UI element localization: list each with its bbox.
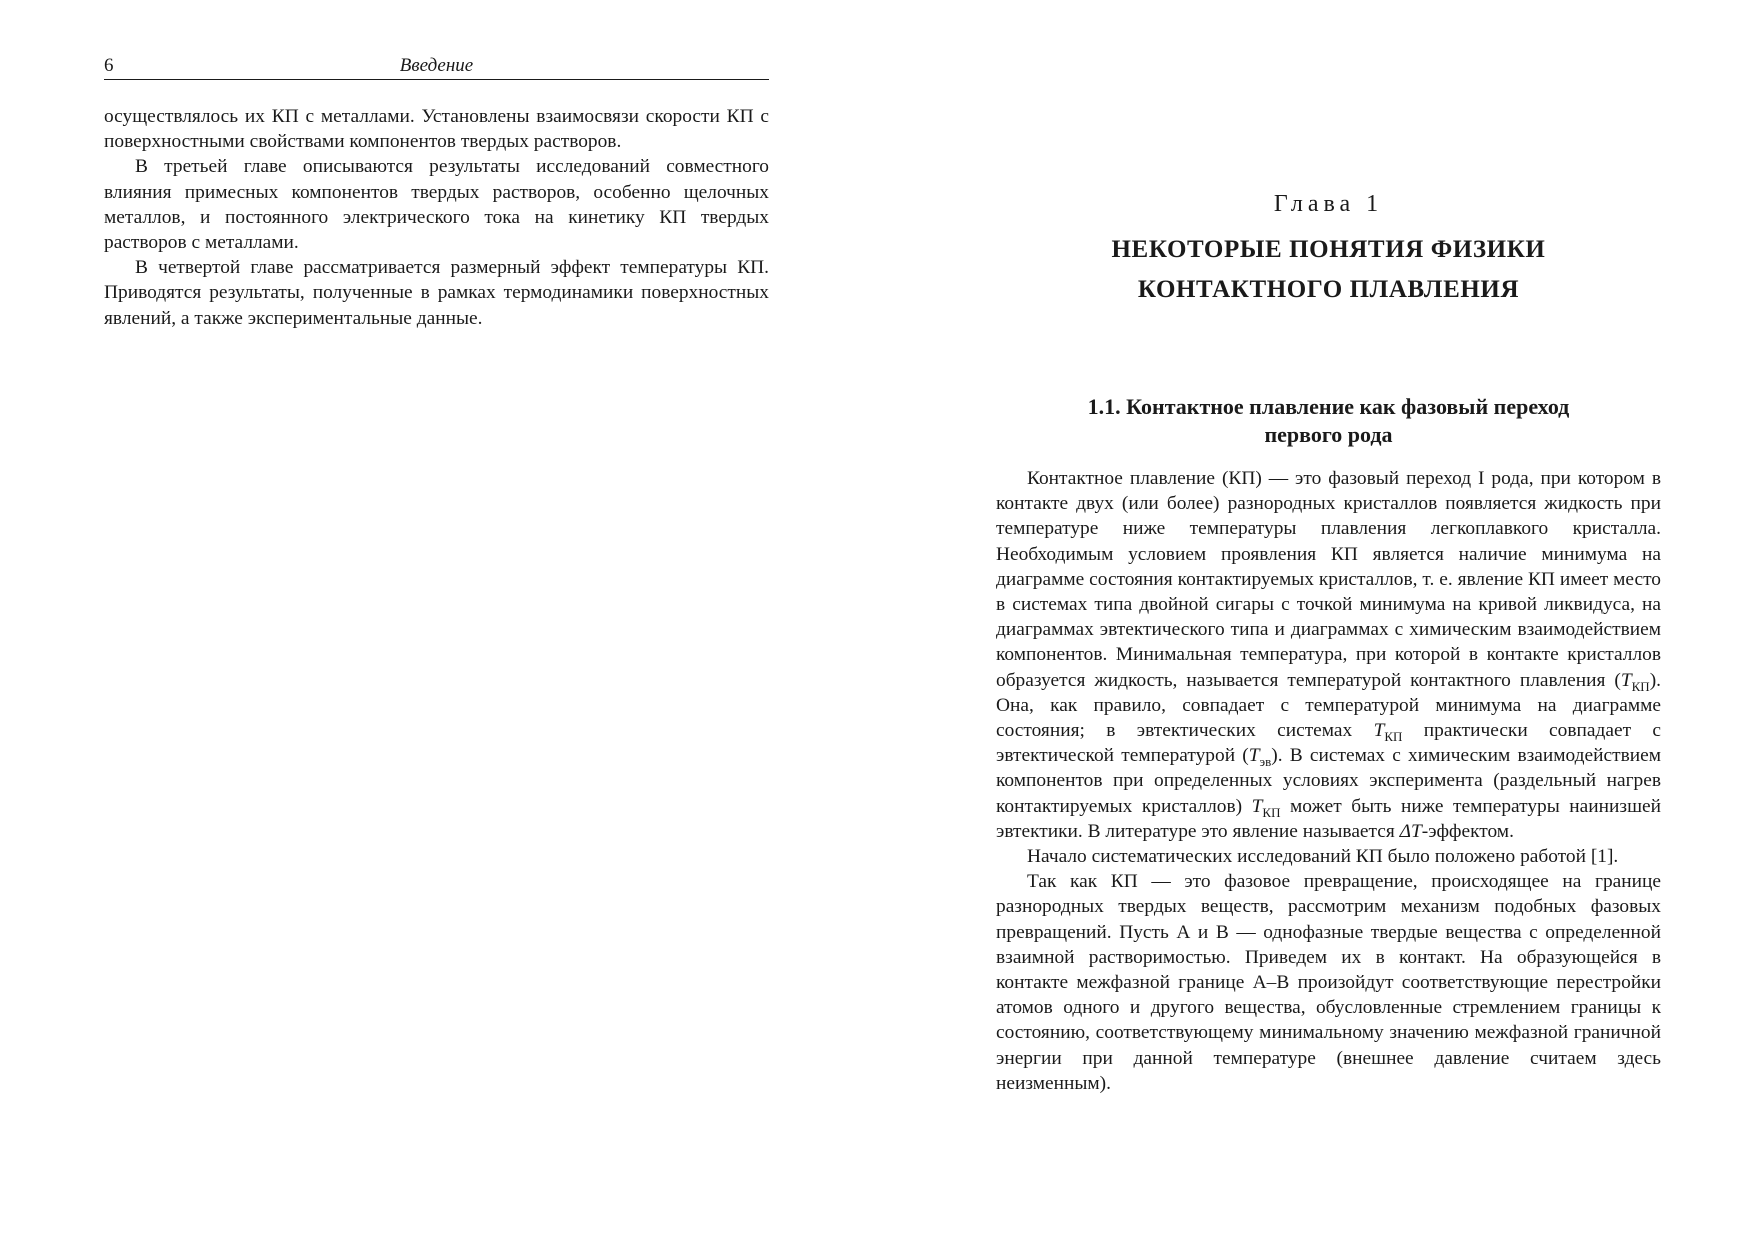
math-symbol: T [1248,745,1260,767]
running-head [104,55,769,80]
math-symbol: T [1251,795,1263,817]
chapter-label: Глава 1 [1273,191,1384,217]
math-symbol: ΔT [1399,820,1422,842]
math-subscript: КП [1262,804,1281,820]
math-subscript: эв [1259,754,1272,770]
paragraph: Так как КП — это фазовое превращение, происходящее на границе разнородных твердых веществ, рассмотрим механизм подобных фазовых превращений. Пусть А и В — однофазные твердые вещества с определенной взаимной растворимостью. Приведем их в контакт. На образующейся в контакте межфазной границе А–В произойдут соответствующие перестройки атомов одного и другого вещества, обусловленные стремлением границы к состоянию, соответствующему минимальному значению межфазной граничной энергии при данной температуре (внешнее давление считаем здесь неизменным). [996,871,1661,1094]
paragraph: осуществлялось их КП с металлами. Установлены взаимосвязи скорости КП с поверхностными свойствами компонентов твердых растворов. [104,106,769,153]
page-number: 6 [104,55,114,76]
math-subscript: КП [1384,728,1403,744]
chapter-title-line: НЕКОТОРЫЕ ПОНЯТИЯ ФИЗИКИ [1111,236,1546,263]
running-title: Введение [399,55,474,76]
paragraph-text: ). В системах с химическим взаимодействием компонентов при определенных условиях эксперимента (раздельный нагрев контактируемых кристаллов) [996,745,1661,817]
paragraph: Начало систематических исследований КП было положено работой [1]. [1027,846,1619,868]
paragraph [996,466,1661,844]
math-symbol: T [1373,720,1385,742]
paragraph: В четвертой главе рассматривается размерный эффект температуры КП. Приводятся результаты, полученные в рамках термодинамики поверхностных явлений, а также экспериментальные данные. [104,257,769,329]
math-subscript: КП [1631,678,1650,694]
paragraph-text: Контактное плавление (КП) — это фазовый переход I рода, при котором в контакте двух (или более) разнородных кристаллов появляется жидкость при температуре ниже температуры плавления легкоплавкого кристалла. Необходимым условием проявления КП является наличие минимума на диаграмме состояния контактируемых кристаллов, т. е. явление КП имеет место в системах типа двойной сигары с точкой минимума на кривой ликвидуса, на диаграммах эвтектического типа и диаграммах с химическим взаимодействием компонентов. Минимальная температура, при которой в контакте кристаллов образуется жидкость, называется температурой контактного плавления ( [996,468,1661,691]
section-title-line: 1.1. Контактное плавление как фазовый переход [1087,394,1570,419]
paragraph-text: -эффектом. [1421,820,1514,842]
paragraph: В третьей главе описываются результаты исследований совместного влияния примесных компонентов твердых растворов, особенно щелочных металлов, и постоянного электрического тока на кинетику КП твердых растворов с металлами. [104,156,769,254]
section-title-line: первого рода [1264,422,1393,447]
paragraph-text: ). Она, как правило, совпадает с температурой минимума на диаграмме состояния; в эвтектических системах [996,669,1661,742]
section-title [1016,393,1641,449]
math-symbol: T [1620,669,1632,691]
chapter-title-line: КОНТАКТНОГО ПЛАВЛЕНИЯ [1137,276,1520,303]
paragraph-text: практически совпадает с эвтектической температурой ( [996,720,1661,767]
chapter-title [996,230,1661,310]
left-body-text [104,104,769,331]
right-body-text [996,466,1661,1096]
paragraph-text: может быть ниже температуры наинизшей эвтектики. В литературе это явление называется [996,795,1661,842]
